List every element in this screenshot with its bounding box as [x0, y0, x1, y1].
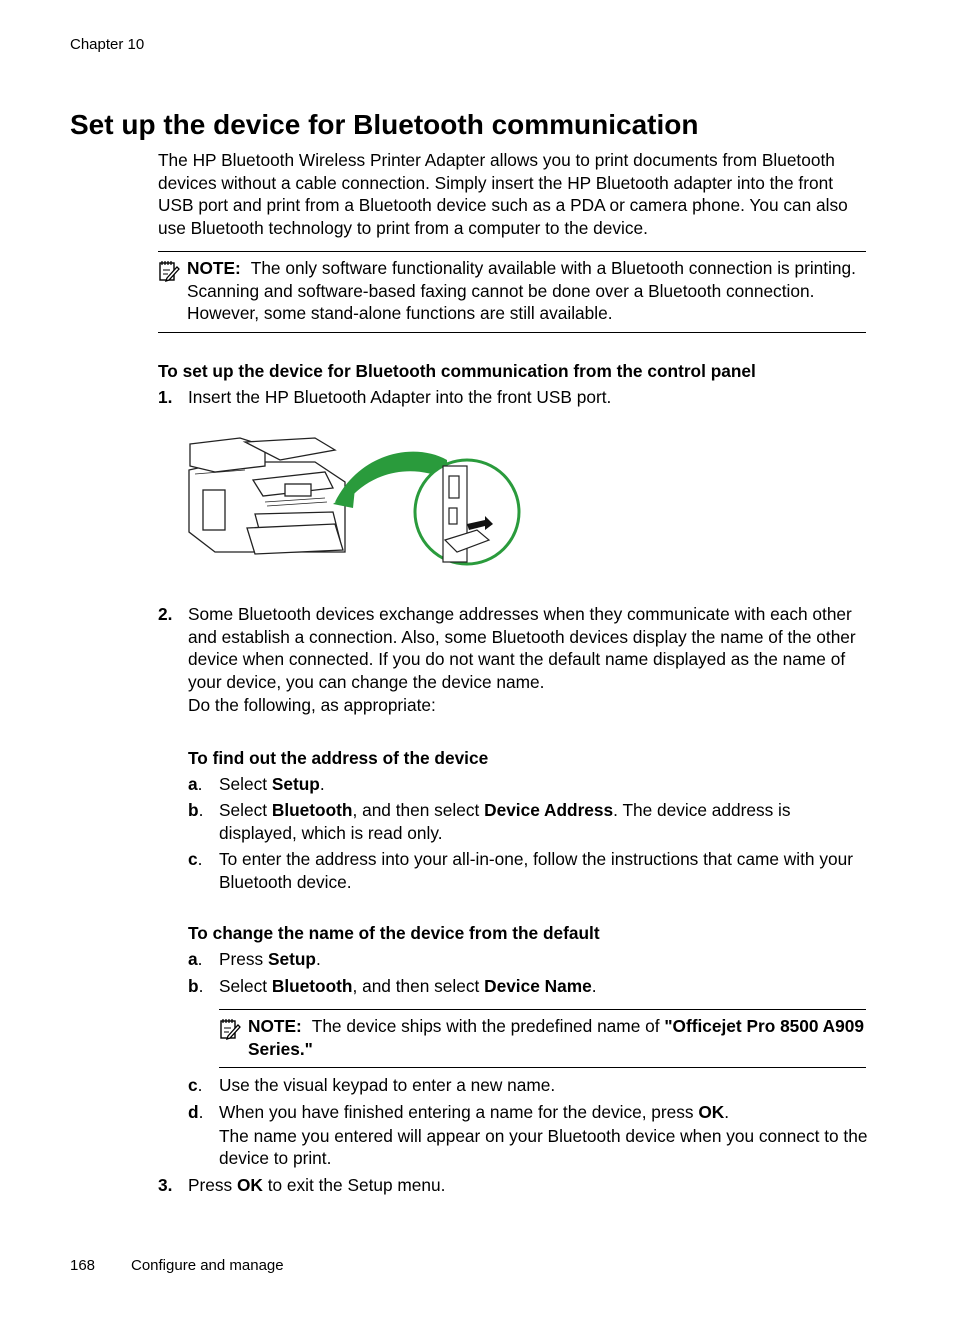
text: . The device address is displayed, which is read only.	[219, 800, 791, 843]
list-item-text	[219, 773, 869, 796]
bluetooth-adapter-illustration	[185, 432, 525, 572]
list-letter: b.	[188, 976, 204, 996]
letter: b	[188, 800, 199, 820]
text: Press	[188, 1175, 237, 1195]
bold-term: Device Name	[484, 976, 592, 996]
letter: c	[188, 849, 198, 869]
text: .	[591, 976, 597, 996]
text: Select	[219, 976, 272, 996]
procedure-heading: To set up the device for Bluetooth communication from the control panel	[158, 361, 756, 381]
letter: a	[188, 949, 198, 969]
text: .	[724, 1102, 730, 1122]
step-paragraph: Some Bluetooth devices exchange addresses when they communicate with each other and establish a connection. Also, some Bluetooth devices display the name of the other device when connected. If you do not want the default name displayed as the name of your device, you can change the device name.	[188, 604, 856, 692]
step-text	[188, 603, 868, 717]
text: When you have finished entering a name for the device, press	[219, 1102, 699, 1122]
item-line: The name you entered will appear on your Bluetooth device when you connect to the device to print.	[219, 1125, 868, 1169]
device-name: "Officejet Pro 8500 A909 Series."	[248, 1016, 864, 1059]
intro-paragraph: The HP Bluetooth Wireless Printer Adapter allows you to print documents from Bluetooth devices without a cable connection. Simply insert the HP Bluetooth adapter into the front USB port and print from a Bluetooth device such as a PDA or camera phone. You can also use Bluetooth technology to print from a computer to the device.	[158, 150, 848, 238]
list-letter: c.	[188, 849, 203, 869]
note-body: The device ships with the predefined name of	[311, 1016, 665, 1036]
step-text	[188, 1174, 868, 1197]
letter: b	[188, 976, 199, 996]
note-text	[187, 257, 867, 325]
note-body: The only software functionality available with a Bluetooth connection is printing. Scanning and software-based faxing cannot be done over a Bluetooth connection. However, some stand-alone functions are still available.	[187, 258, 856, 324]
list-letter: b.	[188, 800, 204, 820]
note-label: NOTE:	[248, 1016, 302, 1036]
bold-term: Bluetooth	[271, 976, 353, 996]
text: Press	[219, 949, 268, 969]
note-icon	[219, 1018, 241, 1040]
step-number: 3.	[158, 1175, 173, 1195]
text: .	[319, 774, 325, 794]
chapter-header: Chapter 10	[70, 36, 145, 53]
step-paragraph: Do the following, as appropriate:	[188, 695, 436, 716]
subheading: To find out the address of the device	[188, 748, 489, 768]
letter: c	[188, 1075, 198, 1095]
note-box	[219, 1009, 866, 1068]
text: Select	[219, 800, 272, 820]
list-letter: d.	[188, 1102, 204, 1122]
letter: d	[188, 1102, 199, 1122]
list-item-text	[219, 975, 869, 998]
text: .	[316, 949, 321, 969]
bold-term: OK	[236, 1175, 263, 1195]
list-letter: a.	[188, 949, 203, 969]
page-number: 168	[70, 1257, 96, 1274]
note-box	[158, 251, 866, 333]
bold-term: OK	[698, 1102, 725, 1122]
step-number: 1.	[158, 387, 173, 407]
note-text	[248, 1015, 868, 1060]
bold-term: Setup	[267, 949, 316, 969]
bold-term: Device Address	[484, 800, 614, 820]
letter: a	[188, 774, 198, 794]
text: Select	[219, 774, 272, 794]
list-letter: a.	[188, 774, 203, 794]
list-letter: c.	[188, 1075, 203, 1095]
bold-term: Setup	[271, 774, 320, 794]
list-item-text	[219, 799, 869, 844]
note-icon	[158, 260, 180, 282]
text: , and then select	[352, 976, 485, 996]
step-text: Insert the HP Bluetooth Adapter into the front USB port.	[188, 387, 612, 407]
item-line	[219, 1101, 869, 1124]
page-title: Set up the device for Bluetooth communication	[70, 109, 699, 140]
footer-section: Configure and manage	[131, 1257, 284, 1274]
note-label: NOTE:	[187, 258, 241, 278]
text: to exit the Setup menu.	[262, 1175, 446, 1195]
list-item-text: Use the visual keypad to enter a new name.	[219, 1075, 556, 1095]
subheading: To change the name of the device from the default	[188, 923, 600, 943]
list-item-text	[219, 1101, 869, 1170]
bold-term: Bluetooth	[271, 800, 353, 820]
list-item-text	[219, 948, 869, 971]
list-item-text: To enter the address into your all-in-one, follow the instructions that came with your Bluetooth device.	[219, 849, 853, 892]
step-number: 2.	[158, 604, 173, 624]
text: , and then select	[352, 800, 485, 820]
